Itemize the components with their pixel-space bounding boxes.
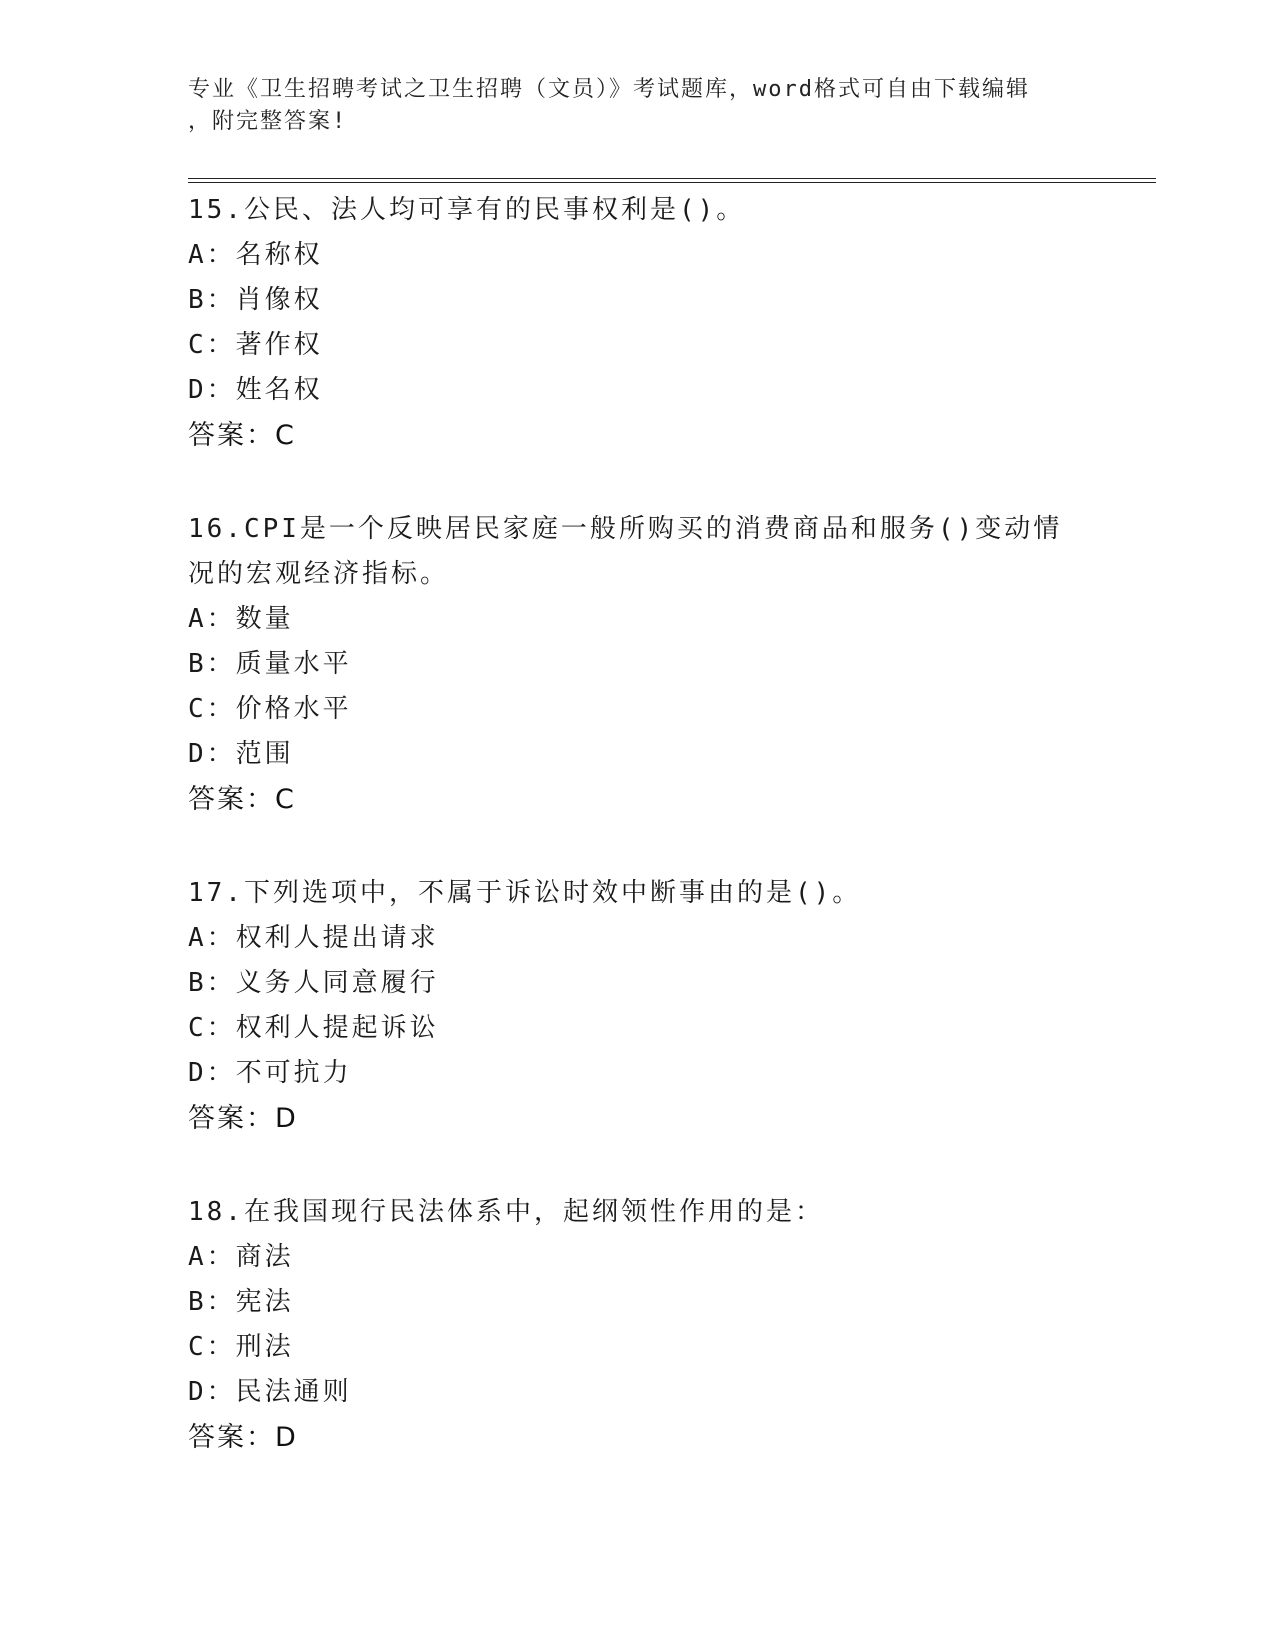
header-line-1: 专业《卫生招聘考试之卫生招聘（文员）》考试题库，word格式可自由下载编辑 <box>188 77 1030 102</box>
option-b: B：质量水平 <box>188 649 352 679</box>
question-15 <box>188 188 1088 458</box>
answer: 答案：D <box>188 1103 298 1134</box>
question-stem: 15.公民、法人均可享有的民事权利是()。 <box>188 195 746 225</box>
question-stem: 18.在我国现行民法体系中，起纲领性作用的是： <box>188 1197 824 1227</box>
option-d: D：民法通则 <box>188 1377 352 1407</box>
question-17 <box>188 871 1088 1141</box>
option-a: A：名称权 <box>188 240 323 270</box>
question-stem: 17.下列选项中，不属于诉讼时效中断事由的是()。 <box>188 878 862 908</box>
option-a: A：权利人提出请求 <box>188 923 439 953</box>
document-header <box>188 74 1068 138</box>
question-stem: 16.CPI是一个反映居民家庭一般所购买的消费商品和服务()变动情况的宏观经济指标。 <box>188 514 1063 589</box>
option-d: D：姓名权 <box>188 375 323 405</box>
option-d: D：范围 <box>188 739 294 769</box>
option-b: B：宪法 <box>188 1287 294 1317</box>
option-d: D：不可抗力 <box>188 1058 352 1088</box>
option-c: C：权利人提起诉讼 <box>188 1013 439 1043</box>
option-c: C：著作权 <box>188 330 323 360</box>
answer: 答案：D <box>188 1422 298 1453</box>
question-18 <box>188 1190 1088 1460</box>
option-c: C：价格水平 <box>188 694 352 724</box>
header-divider-top <box>188 178 1156 179</box>
answer: 答案：C <box>188 784 296 815</box>
question-16 <box>188 507 1088 822</box>
option-a: A：数量 <box>188 604 294 634</box>
header-divider-bottom <box>188 182 1156 183</box>
option-a: A：商法 <box>188 1242 294 1272</box>
option-b: B：义务人同意履行 <box>188 968 439 998</box>
header-line-2: ，附完整答案! <box>188 109 348 134</box>
option-b: B：肖像权 <box>188 285 323 315</box>
answer: 答案：C <box>188 420 296 451</box>
option-c: C：刑法 <box>188 1332 294 1362</box>
